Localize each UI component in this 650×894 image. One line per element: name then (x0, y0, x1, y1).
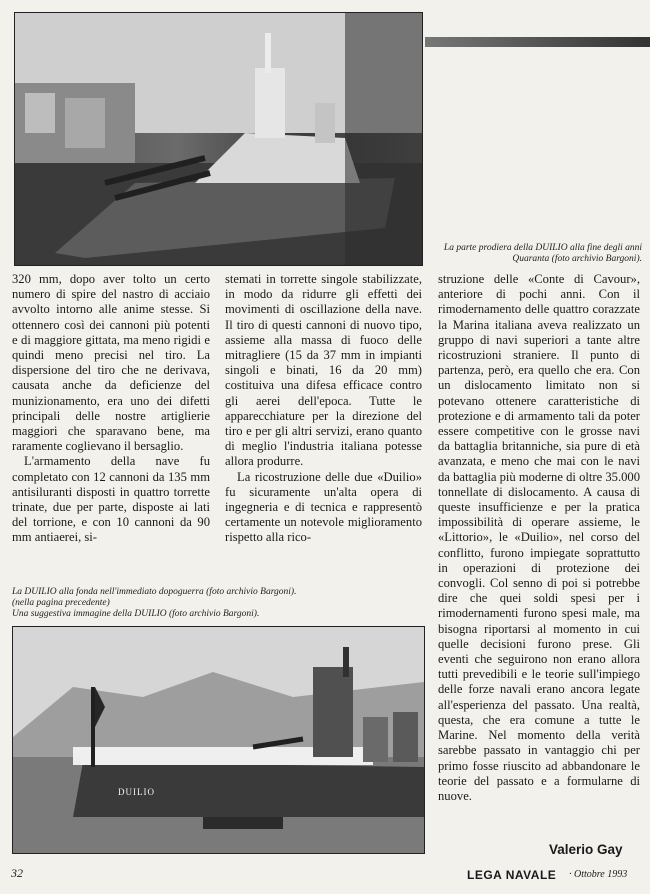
paragraph: stemati in torrette singole stabilizzate, in modo da ridurre gli effetti dei movimenti di oscillazione della nave. Il tiro di questi cannoni di nuovo tipo, assieme alla massa di fuoco delle mitragliere (15 da 37 mm in impianti singoli e binati, 16 da 20 mm) costituiva una difesa efficace contro gli aerei dell'epoca. Tutte le apparecchiature per la direzione del tiro e per gli altri servizi, erano quanto di meglio l'industria italiana potesse allora produrre. (225, 272, 422, 469)
footer-issue-date: · Ottobre 1993 (569, 869, 628, 880)
paragraph: L'armamento della nave fu completato con 12 cannoni da 135 mm antisiluranti disposti in quattro torrette trinate, due per parte, disposte ai lati del torrione, e con 10 cannoni da 90 mm antiaerei, si- (12, 454, 210, 545)
ship-name-label: DUILIO (118, 787, 155, 797)
paragraph: struzione delle «Conte di Cavour», anteriore di pochi anni. Con il rimodernamento delle quattro corazzate la Marina italiana aveva realizzato un gruppo di navi superiori a tante altre ricostruzioni straniere. Il punto di partenza, però, era quello che era. Con un dislocamento limitato non si potevano ottenere caratteristiche di protezione e di armamento tali da poter essere competitive con le grosse navi da battaglia britanniche, sia pure di età avanzata, e meno che mai con le navi da battaglia più moderne di oltre 35.000 tonnellate di dislocamento. A causa di queste insufficienze e per la pratica impossibilità di operare assieme, le «Littorio», le «Duilio», nel corso del conflitto, furono impiegate soprattutto in operazioni di protezione dei convogli. Col senno di poi si potrebbe dire che quei soldi spesi per i rimodernamenti furono spesi male, ma bisogna riportarsi al momento in cui quelle decisioni furono prese. Gli eventi che seguirono non erano allora tutti prevedibili e le teorie sull'impiego delle forze navali erano ancora legate all'esperienza del passato. Una realtà, questa, che era comune a tutte le Marine. Nel momento della verità sarebbe passato in vantaggio chi per primo fosse riuscito ad abbandonare le teorie del passato e a formularne di nuove. (438, 272, 640, 803)
footer-publication-name: LEGA NAVALE (467, 868, 557, 882)
caption-top-photo: La parte prodiera della DUILIO alla fine degli anni Quaranta (foto archivio Bargoni). (443, 243, 642, 264)
photo-duilio-anchored (12, 626, 425, 854)
caption-line: Una suggestiva immagine della DUILIO (foto archivio Bargoni). (12, 609, 260, 619)
article-column-1 (12, 272, 210, 546)
paragraph: 320 mm, dopo aver tolto un certo numero di spire del nastro di acciaio avvolto intorno alle anime stesse. Si ottennero così dei cannoni più potenti e di maggiore gittata, ma meno rigidi e quindi meno precisi nel tiro. La dispersione del tiro che ne derivava, causata anche da deficienze del munizionamento, era uno dei difetti principali delle nostre artiglierie maggiori che sparavano bene, ma raramente coglievano il bersaglio. (12, 272, 210, 454)
ship-anchored-illustration (13, 627, 424, 853)
header-decorative-rule (425, 37, 650, 47)
caption-line: (nella pagina precedente) (12, 598, 110, 608)
article-column-2 (225, 272, 422, 546)
caption-line: La DUILIO alla fonda nell'immediato dopoguerra (foto archivio Bargoni). (12, 587, 297, 597)
paragraph: La ricostruzione delle due «Duilio» fu sicuramente un'alta opera di ingegneria e di tecnica e rappresentò certamente un notevole miglioramento rispetto alla rico- (225, 469, 422, 545)
article-column-3 (438, 272, 640, 804)
author-name: Valerio Gay (549, 842, 623, 857)
ship-bow-illustration (15, 13, 422, 265)
caption-middle (12, 587, 422, 620)
page-number: 32 (11, 866, 23, 880)
photo-duilio-bow (14, 12, 423, 266)
